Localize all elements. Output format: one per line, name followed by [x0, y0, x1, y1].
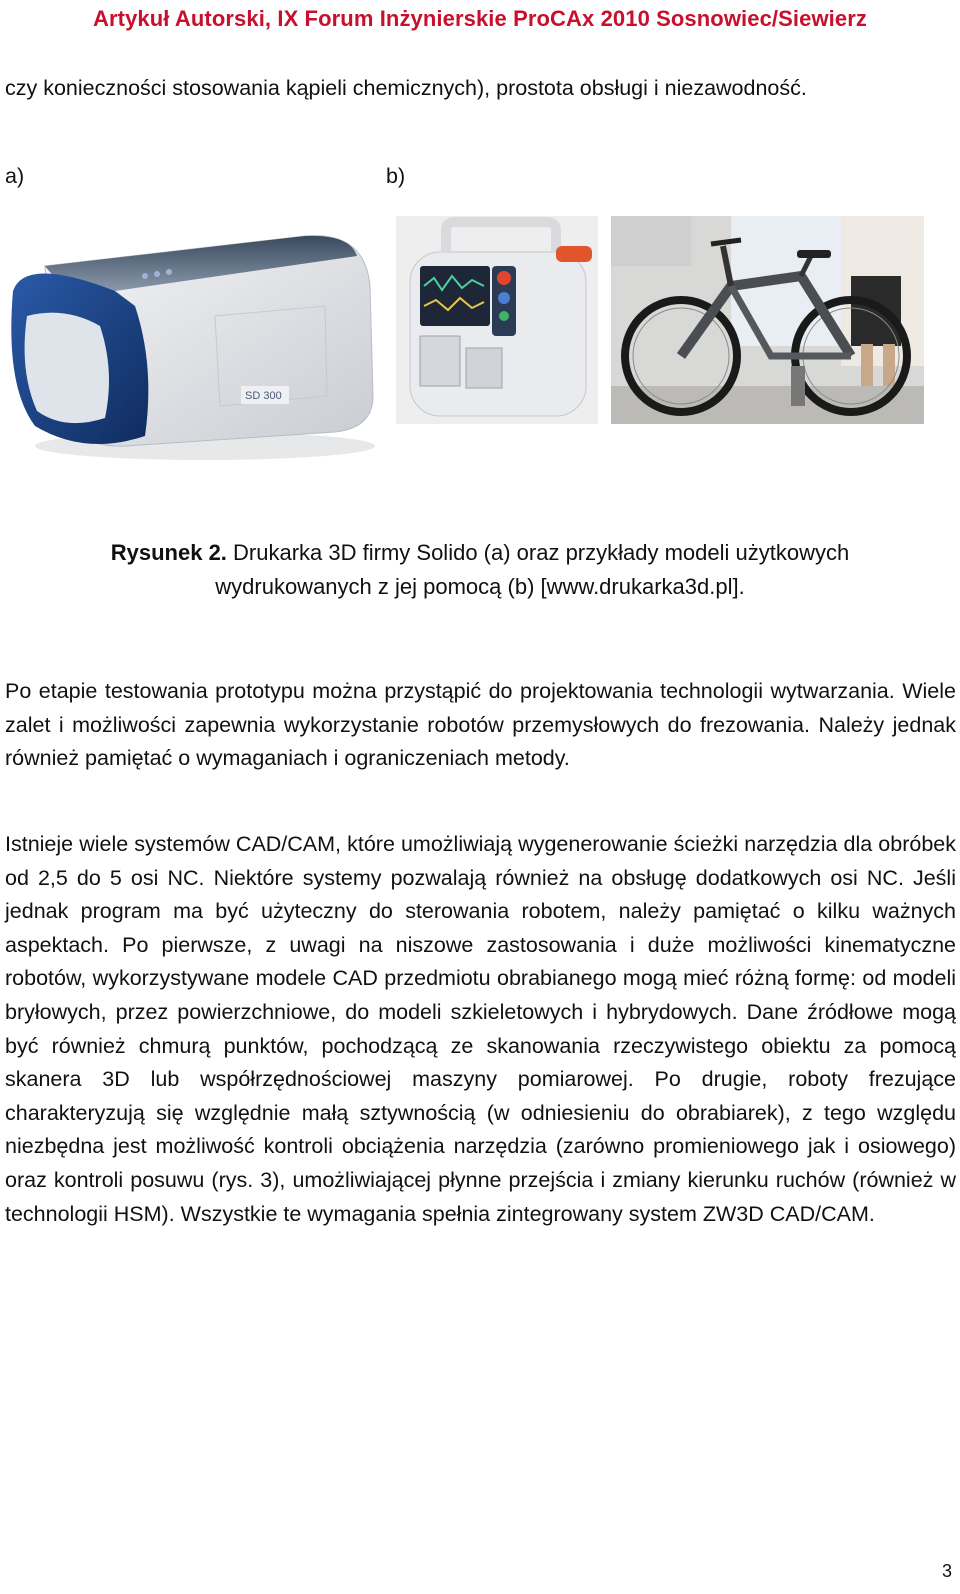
- paragraph-1: Po etapie testowania prototypu można przystąpić do projektowania technologii wytwarzania. Wiele zalet i możliwości zapewnia wykorzystanie robotów przemysłowych do frezowania. Należy jednak również pamiętać o wymaganiach i ograniczeniach metody.: [5, 679, 956, 771]
- paragraph-2: Istnieje wiele systemów CAD/CAM, które umożliwiają wygenerowanie ścieżki narzędzia dla obróbek od 2,5 do 5 osi NC. Niektóre systemy pozwalają również na obsługę dodatkowych osi NC. Jeśli jednak program ma być użyteczny do sterowania robotem, należy pamiętać o kilku ważnych aspektach. Po pierwsze, z uwagi na niszowe zastosowania i duże możliwości kinematyczne robotów, wykorzystywane modele CAD przedmiotu obrabianego mogą mieć różną formę: od modeli bryłowych, przez powierzchniowe, do modeli szkieletowych i hybrydowych. Dane źródłowe mogą być również chmurą punktów, pochodzącą ze skanowania rzeczywistego obiektu za pomocą skanera 3D lub współrzędnościowej maszyny pomiarowej. Po drugie, roboty frezujące charakteryzują się względnie małą sztywnością (w odniesieniu do obrabiarek), z tego względu niezbędna jest możliwość kontroli obciążenia narzędzia (zarówno promieniowego jak i osiowego) oraz kontroli posuwu (rys. 3), umożliwiającej płynne przejścia i zmiany kierunku ruchów (również w technologii HSM). Wszystkie te wymagania spełnia zintegrowany system ZW3D CAD/CAM.: [5, 832, 956, 1226]
- figure-label-a: a): [5, 164, 25, 188]
- figure-label-b: b): [386, 164, 406, 188]
- printer-photo: [5, 196, 377, 466]
- figure-caption: [0, 536, 960, 604]
- page-number: 3: [941, 1561, 952, 1581]
- caption-label: Rysunek 2.: [110, 540, 227, 565]
- bicycle-photo: [611, 216, 924, 424]
- printer-model-label: SD 300: [245, 390, 282, 402]
- running-header: Artykuł Autorski, IX Forum Inżynierskie ProCAx 2010 Sosnowiec/Siewierz: [93, 6, 867, 31]
- intro-line: czy konieczności stosowania kąpieli chemicznych), prostota obsługi i niezawodność.: [5, 76, 807, 100]
- device-photo: [396, 216, 598, 424]
- caption-line2: wydrukowanych z jej pomocą (b) [www.drukarka3d.pl].: [215, 574, 745, 599]
- caption-line1: Drukarka 3D firmy Solido (a) oraz przykłady modeli użytkowych: [226, 540, 850, 565]
